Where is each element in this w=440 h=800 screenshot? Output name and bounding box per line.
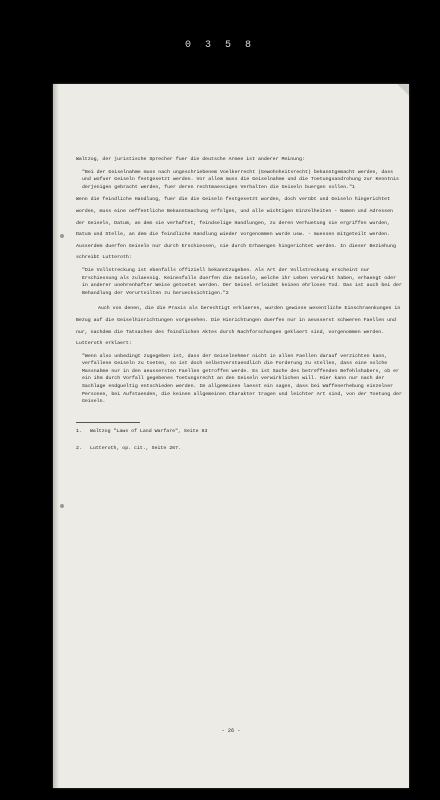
punch-hole	[60, 504, 64, 508]
footnote-text: Lutteroth, op. cit., Seite 267.	[90, 445, 181, 451]
document-body	[76, 154, 402, 461]
footnote-item	[76, 444, 402, 453]
footnote-item	[76, 427, 402, 436]
punch-hole	[60, 234, 64, 238]
paragraph-restrictions: Auch von denen, die die Praxis als berechtigt erklaeren, wurden gewisse wesentliche Einschraenkungen in Bezug auf die Geiselhinrichtungen vorgesehen. Die Hinrichtungen duerfen nur in aeusserst schweren Faellen und nur, nachdem die Tatsachen des feindlichen Aktes durch Nachforschungen geklaert sind, vorgenommen werden. Lutteroth erklaert:	[76, 306, 401, 347]
intro-paragraph: Waltzog, der juristische Sprecher fuer die deutsche Armee ist anderer Meinung:	[76, 157, 305, 162]
footnote-rule	[76, 422, 140, 423]
quote-block-waltzog: "Bei der Geiselnahme muss nach ungeschriebenem Voelkerrecht (Gewohnheitsrecht) bekanntgemacht werden, dass und wofuer Geiseln festgesetzt werden. Vor allem muss die Geiselnahme und die Toetungsandrohung zur Kenntnis derjenigen gebracht werden, fuer deren rechtmaessiges Verhalten die Geiseln buergen sollen."1	[82, 169, 399, 190]
footnote-number: 1.	[76, 428, 82, 434]
footnotes	[76, 422, 402, 453]
document-page	[53, 84, 409, 788]
quote-block-lutteroth-1: "Die Vollstreckung ist ebenfalls offiziell bekanntzugeben. Als Art der Vollstreckung erscheint nur Erschiessung als zulaessig. Keinesfalls duerfen die Geiseln, welche ihr Leben verwirkt haben, erhaengt oder in anderer unehrenhafter Weise getoetet werden. Der Geisel erleidet keinen ehrlosen Tod. Das ist auch bei der Behandlung der Verurteilten zu beruecksichtigen."2	[82, 267, 402, 296]
page-number: - 26 -	[221, 728, 241, 734]
footnote-number: 2.	[76, 445, 82, 451]
footnote-text: Waltzog "Laws of Land Warfare", Seite 83	[90, 428, 208, 434]
paragraph-announcement: Wenn die feindliche Handlung, fuer die die Geiseln festgesetzt worden, doch verübt und Geiseln hingerichtet worden, muss eine oeffentliche Bekanntmachung erfolgen, und alle wichtigen Einzelheiten - Namen und Adressen der Geiseln, Datum, an dem sie verhaftet, feindselige Handlungen, zu deren Verhuetung sie ergriffen wurden, Datum und Stelle, an dem die feindliche Handlung wieder vorgenommen wurde usw. - muessen mitgeteilt werden. Ausserdem duerfen Geiseln nur durch Erschiessen, nie durch Erhaengen hingerichtet werden. In dieser Beziehung schreibt Lutteroth:	[76, 197, 396, 261]
folded-corner	[397, 84, 409, 96]
microfilm-frame-number: 0 3 5 8	[184, 40, 255, 51]
quote-block-lutteroth-2: "Wenn also unbedingt zugegeben ist, dass der Geiselnehmer nicht in allen Faellen darauf verzichten kann, verfallene Geiseln zu toeten, so ist doch selbstverstaendlich die Forderung zu stellen, dass eine solche Massnahme nur in den aeussersten Faellen getroffen werde. Es ist Sache des betreffenden Befehlshabers, ob er ein ihm durch Vorfall gegebenes Toetungsrecht an den Geiseln verwirklichen will. Hier kann nur nach der Sachlage endgueltig entschieden werden. Im allgemeinen laesst ein sagen, dass bei Waffenerhebung einzelner Personen, bei Aufstaenden, die keinen allgemeinen Charakter tragen und leichter Art sind, von der Toetung der Geiseln.	[82, 353, 402, 405]
page-binding-edge	[53, 84, 59, 788]
